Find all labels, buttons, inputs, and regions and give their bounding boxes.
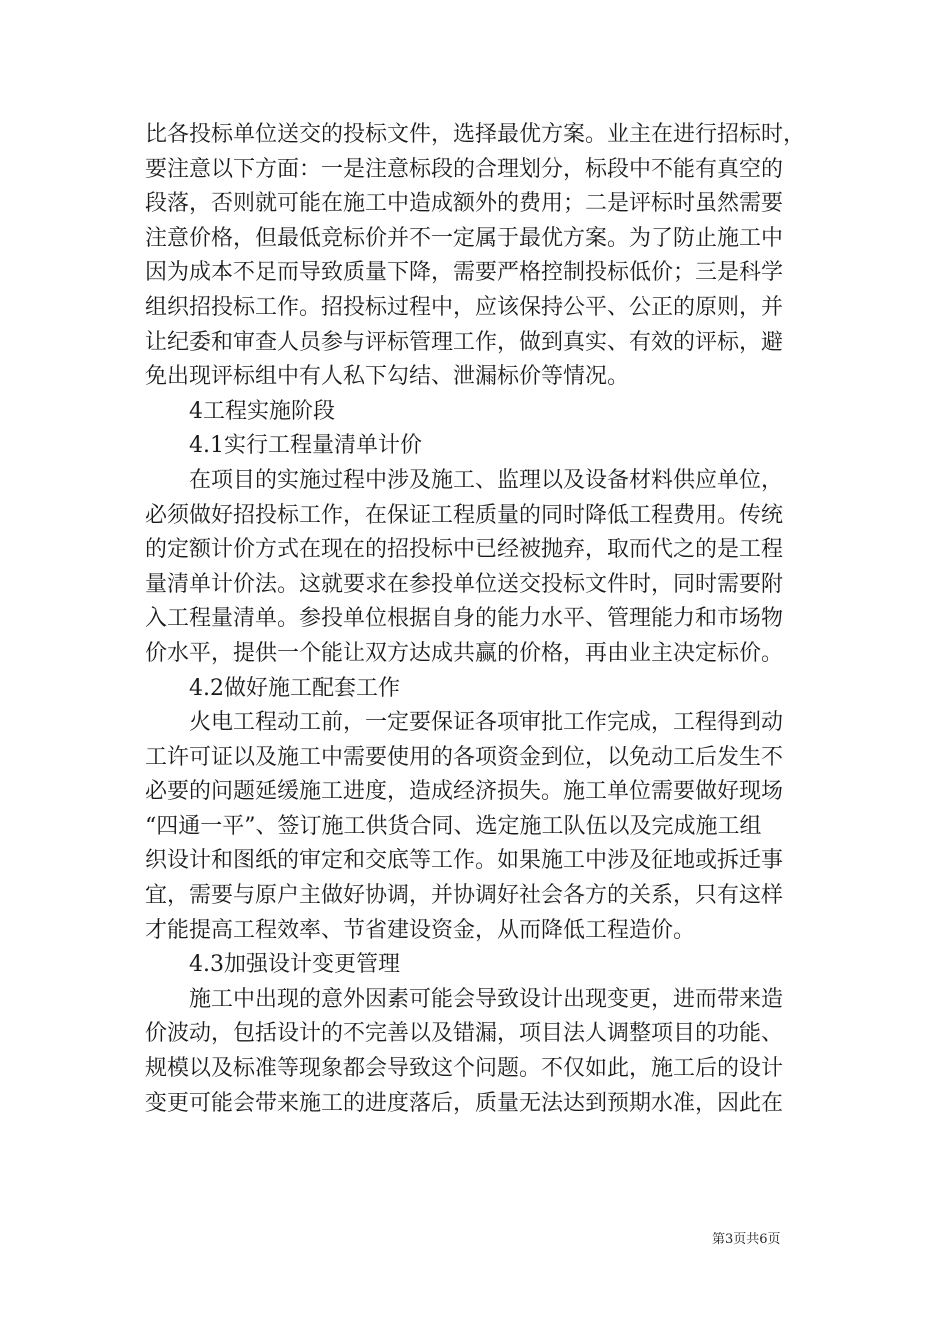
- text-line: “四通一平”、签订施工供货合同、选定施工队伍以及完成施工组: [145, 813, 762, 839]
- text-line: 宜，需要与原户主做好协调，并协调好社会各方的关系，只有这样: [145, 883, 784, 909]
- text-line: 让纪委和审查人员参与评标管理工作，做到真实、有效的评标，避: [145, 329, 784, 355]
- text-line: 段落，否则就可能在施工中造成额外的费用；二是评标时虽然需要: [145, 191, 784, 217]
- text-line: 要注意以下方面：一是注意标段的合理划分，标段中不能有真空的: [145, 156, 784, 182]
- text-line: 注意价格，但最低竞标价并不一定属于最优方案。为了防止施工中: [145, 225, 784, 251]
- section-heading: 4工程实施阶段: [189, 398, 335, 424]
- text-line: 因为成本不足而导致质量下降，需要严格控制投标低价；三是科学: [145, 260, 784, 286]
- body-text: [145, 118, 810, 1121]
- text-line: 火电工程动工前，一定要保证各项审批工作完成，工程得到动: [189, 710, 784, 736]
- text-line: 才能提高工程效率、节省建设资金，从而降低工程造价。: [145, 917, 696, 943]
- text-line: 组织招投标工作。招投标过程中，应该保持公平、公正的原则，并: [145, 294, 784, 320]
- text-line: 的定额计价方式在现在的招投标中已经被抛弃，取而代之的是工程: [145, 537, 784, 563]
- subsection-heading: 4.3加强设计变更管理: [189, 952, 400, 978]
- text-line: 价波动，包括设计的不完善以及错漏，项目法人调整项目的功能、: [145, 1021, 784, 1047]
- text-line: 入工程量清单。参投单位根据自身的能力水平、管理能力和市场物: [145, 606, 784, 632]
- subsection-heading: 4.2做好施工配套工作: [189, 675, 400, 701]
- text-line: 工许可证以及施工中需要使用的各项资金到位，以免动工后发生不: [145, 744, 784, 770]
- text-line: 施工中出现的意外因素可能会导致设计出现变更，进而带来造: [189, 986, 784, 1012]
- subsection-heading: 4.1实行工程量清单计价: [189, 433, 422, 459]
- text-line: 比各投标单位送交的投标文件，选择最优方案。业主在进行招标时，: [145, 122, 806, 147]
- page-footer: 第3页共6页: [712, 1232, 781, 1247]
- text-line: 在项目的实施过程中涉及施工、监理以及设备材料供应单位，: [189, 467, 784, 493]
- text-line: 免出现评标组中有人私下勾结、泄漏标价等情况。: [145, 364, 630, 390]
- text-line: 规模以及标准等现象都会导致这个问题。不仅如此，施工后的设计: [145, 1056, 784, 1082]
- text-line: 变更可能会带来施工的进度落后，质量无法达到预期水准，因此在: [145, 1090, 784, 1116]
- text-line: 量清单计价法。这就要求在参投单位送交投标文件时，同时需要附: [145, 571, 784, 597]
- text-line: 织设计和图纸的审定和交底等工作。如果施工中涉及征地或拆迁事: [145, 848, 784, 874]
- text-line: 必须做好招投标工作，在保证工程质量的同时降低工程费用。传统: [145, 502, 784, 528]
- text-line: 价水平，提供一个能让双方达成共赢的价格，再由业主决定标价。: [145, 640, 784, 666]
- text-line: 必要的问题延缓施工进度，造成经济损失。施工单位需要做好现场: [145, 779, 784, 805]
